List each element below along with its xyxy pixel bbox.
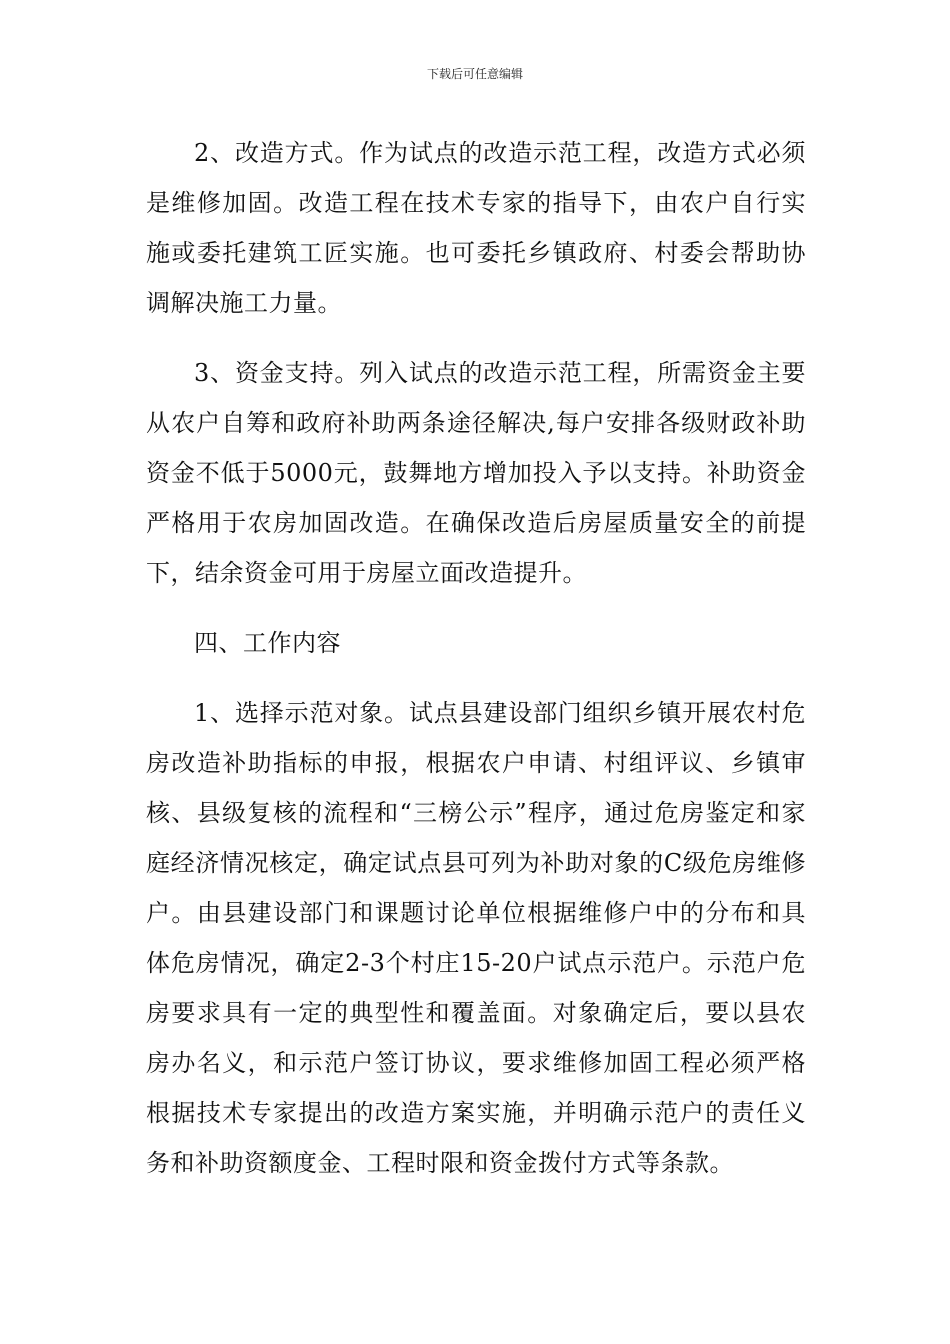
- section-heading-work-content: 四、工作内容: [194, 629, 341, 657]
- paragraph-funding-support: 3、资金支持。列入试点的改造示范工程，所需资金主要从农户自筹和政府补助两条途径解决,每户安排各级财政补助资金不低于5000元，鼓舞地方增加投入予以支持。补助资金严格用于农房加固改造。在确保改造后房屋质量安全的前提下，结余资金可用于房屋立面改造提升。: [146, 359, 806, 587]
- paragraph-select-demo-targets: 1、选择示范对象。试点县建设部门组织乡镇开展农村危房改造补助指标的申报，根据农户申请、村组评议、乡镇审核、县级复核的流程和“三榜公示”程序，通过危房鉴定和家庭经济情况核定，确定试点县可列为补助对象的C级危房维修户。由县建设部门和课题讨论单位根据维修户中的分布和具体危房情况，确定2-3个村庄15-20户试点示范户。示范户危房要求具有一定的典型性和覆盖面。对象确定后，要以县农房办名义，和示范户签订协议，要求维修加固工程必须严格根据技术专家提出的改造方案实施，并明确示范户的责任义务和补助资额度金、工程时限和资金拨付方式等条款。: [146, 699, 806, 1177]
- page-header: 下载后可任意编辑: [426, 67, 523, 81]
- paragraph-renovation-method: 2、改造方式。作为试点的改造示范工程，改造方式必须是维修加固。改造工程在技术专家的指导下，由农户自行实施或委托建筑工匠实施。也可委托乡镇政府、村委会帮助协调解决施工力量。: [146, 139, 806, 317]
- document-body: [146, 128, 806, 1208]
